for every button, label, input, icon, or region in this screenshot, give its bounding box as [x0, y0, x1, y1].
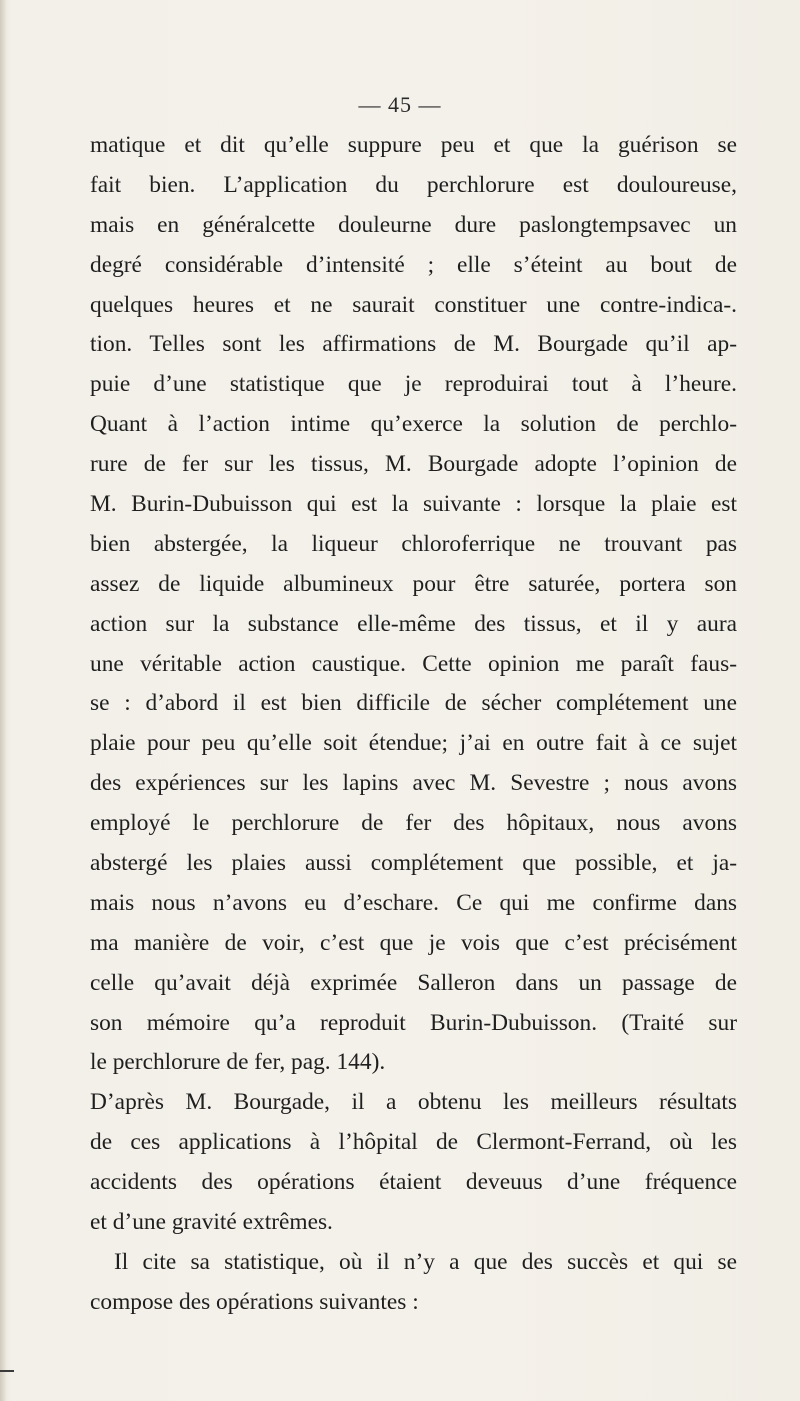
text-line: action sur la substance elle-même des tissus, et il y aura: [90, 610, 737, 637]
text-line: D’après M. Bourgade, il a obtenu les meilleurs résultats: [90, 1089, 737, 1116]
text-line: Il cite sa statistique, où il n’y a que des succès et qui se: [114, 1248, 737, 1275]
paragraph-2: [90, 1083, 737, 1243]
body-text: [90, 126, 737, 1323]
text-line: celle qu’avait déjà exprimée Salleron dans un passage de: [90, 969, 737, 996]
text-line: compose des opérations suivantes :: [90, 1288, 419, 1315]
text-line: matique et dit qu’elle suppure peu et que la guérison se: [90, 132, 737, 158]
text-line: tion. Telles sont les affirmations de M. Bourgade qu’il ap-: [90, 331, 737, 358]
text-line: et d’une gravité extrêmes.: [90, 1209, 333, 1236]
text-line: puie d’une statistique que je reproduirai tout à l’heure.: [90, 371, 737, 398]
text-line: quelques heures et ne saurait constituer une contre-indica-.: [90, 291, 737, 318]
text-line: degré considérable d’intensité ; elle s’éteint au bout de: [90, 251, 737, 278]
text-line: employé le perchlorure de fer des hôpitaux, nous avons: [90, 810, 737, 837]
text-line: rure de fer sur les tissus, M. Bourgade adopte l’opinion de: [90, 451, 737, 478]
page-binding-edge: [0, 0, 6, 1401]
text-line: mais en généralcette douleurne dure paslongtempsavec un: [90, 211, 737, 238]
paragraph-1: [90, 126, 737, 1083]
text-line: de ces applications à l’hôpital de Clermont-Ferrand, où les: [90, 1129, 737, 1156]
text-line: une véritable action caustique. Cette opinion me paraît faus-: [90, 650, 737, 677]
text-line: M. Burin-Dubuisson qui est la suivante : lorsque la plaie est: [90, 491, 737, 518]
text-line: bien abstergée, la liqueur chloroferrique ne trouvant pas: [90, 530, 737, 557]
text-line: accidents des opérations étaient deveuus d’une fréquence: [90, 1169, 737, 1196]
edge-mark: [0, 1370, 14, 1372]
text-line: des expériences sur les lapins avec M. Sevestre ; nous avons: [90, 770, 737, 797]
text-line: fait bien. L’application du perchlorure est douloureuse,: [90, 171, 737, 198]
text-line: assez de liquide albumineux pour être saturée, portera son: [90, 570, 737, 597]
text-line: son mémoire qu’a reproduit Burin-Dubuisson. (Traité sur: [90, 1009, 737, 1036]
paragraph-3: [90, 1243, 737, 1323]
text-line: ma manière de voir, c’est que je vois que c’est précisément: [90, 929, 737, 956]
page-number: — 45 —: [358, 92, 442, 117]
text-line: plaie pour peu qu’elle soit étendue; j’ai en outre fait à ce sujet: [90, 730, 737, 757]
text-line: Quant à l’action intime qu’exerce la solution de perchlo-: [90, 411, 737, 438]
text-line: se : d’abord il est bien difficile de sécher complétement une: [90, 690, 737, 717]
text-line: le perchlorure de fer, pag. 144).: [90, 1049, 386, 1076]
text-line: mais nous n’avons eu d’eschare. Ce qui me confirme dans: [90, 889, 737, 916]
text-line: abstergé les plaies aussi complétement que possible, et ja-: [90, 850, 737, 877]
